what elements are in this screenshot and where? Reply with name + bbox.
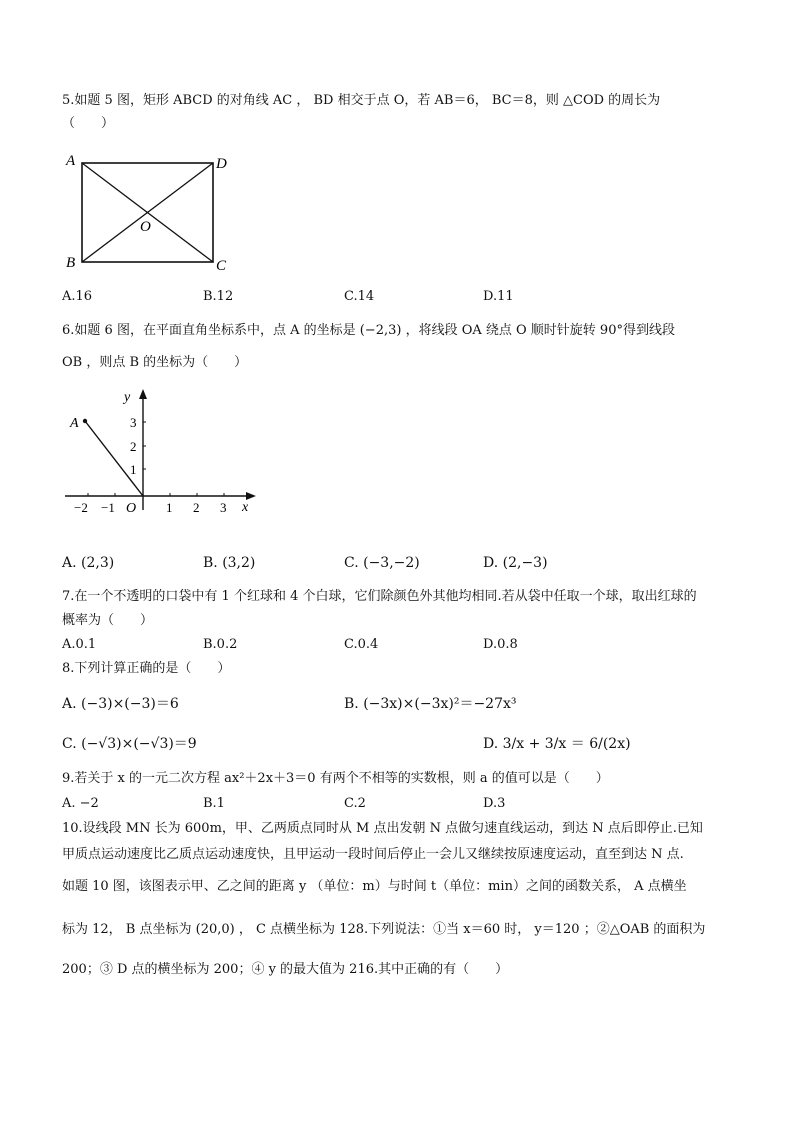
label-o: O [140, 219, 151, 235]
q5-option-b: B.12 [203, 289, 234, 304]
label-c: C [216, 258, 227, 274]
y-tick-3: 3 [130, 415, 137, 430]
label-a: A [66, 153, 76, 169]
q6-option-a: A. (2,3) [62, 555, 115, 571]
q7-option-a: A.0.1 [62, 637, 97, 652]
q9-option-b: B.1 [203, 796, 225, 811]
q7-stem-line1: 7.在一个不透明的口袋中有 1 个红球和 4 个白球，它们除颜色外其他均相同.若从袋中任取一个球，取出红球的 [62, 589, 697, 604]
q9-option-c: C.2 [344, 796, 366, 811]
x-tick-1: 1 [166, 500, 173, 515]
label-b: B [66, 255, 76, 271]
q5-stem: 5.如题 5 图，矩形 ABCD 的对角线 AC ， BD 相交于点 O，若 AB＝6， BC＝8，则 △COD 的周长为 [62, 93, 661, 108]
q8-option-b: B. (−3x)×(−3x)²＝−27x³ [344, 696, 517, 712]
q8-stem: 8.下列计算正确的是（ ） [62, 661, 231, 676]
q6-stem-line1: 6.如题 6 图，在平面直角坐标系中，点 A 的坐标是 (−2,3) ，将线段 OA 绕点 O 顺时针旋转 90°得到线段 [62, 323, 675, 338]
q6-coordinate-figure [60, 385, 260, 520]
q8-option-a: A. (−3)×(−3)＝6 [62, 696, 179, 712]
q5-rectangle-figure [60, 145, 240, 275]
label-y: y [124, 390, 131, 405]
q8-option-c: C. (−√3)×(−√3)＝9 [62, 736, 197, 752]
q9-option-a: A. −2 [62, 796, 99, 811]
q7-stem-line2: 概率为（ ） [62, 613, 154, 628]
q7-option-c: C.0.4 [344, 637, 379, 652]
x-tick-neg2: −2 [74, 500, 88, 515]
y-tick-1: 1 [130, 462, 137, 477]
q10-stem-line1: 10.设线段 MN 长为 600m，甲、乙两质点同时从 M 点出发朝 N 点做匀速直线运动，到达 N 点后即停止.已知 [62, 821, 703, 836]
q10-stem-line4: 标为 12， B 点坐标为 (20,0) ， C 点横坐标为 128.下列说法：①当 x＝60 时， y＝120 ；②△OAB 的面积为 [62, 922, 706, 937]
q7-option-b: B.0.2 [203, 637, 238, 652]
x-tick-3: 3 [220, 500, 227, 515]
q9-stem: 9.若关于 x 的一元二次方程 ax²＋2x＋3＝0 有两个不相等的实数根，则 a 的值可以是（ ） [62, 771, 609, 786]
q5-paren: （ ） [62, 116, 115, 131]
q5-option-a: A.16 [62, 289, 93, 304]
q5-option-d: D.11 [483, 289, 514, 304]
q6-option-c: C. (−3,−2) [344, 555, 420, 571]
label-d: D [216, 156, 227, 172]
q7-option-d: D.0.8 [483, 637, 518, 652]
label-o: O [126, 501, 137, 516]
label-x: x [242, 500, 249, 515]
q6-option-b: B. (3,2) [203, 555, 256, 571]
q8-option-d: D. 3/x + 3/x ＝ 6/(2x) [483, 736, 631, 752]
q6-option-d: D. (2,−3) [483, 555, 548, 571]
q9-option-d: D.3 [483, 796, 506, 811]
q10-stem-line5: 200；③ D 点的横坐标为 200；④ y 的最大值为 216.其中正确的有（ ） [62, 962, 509, 977]
label-a: A [70, 416, 79, 431]
q10-stem-line3: 如题 10 图，该图表示甲、乙之间的距离 y （单位：m）与时间 t（单位：min）之间的函数关系， A 点横坐 [62, 879, 687, 894]
q10-stem-line2: 甲质点运动速度比乙质点运动速度快，且甲运动一段时间后停止一会儿又继续按原速度运动，直至到达 N 点. [62, 847, 684, 862]
x-tick-2: 2 [193, 500, 200, 515]
x-tick-neg1: −1 [101, 500, 115, 515]
y-tick-2: 2 [130, 439, 137, 454]
q5-option-c: C.14 [344, 289, 375, 304]
q6-stem-line2: OB ，则点 B 的坐标为（ ） [62, 355, 248, 370]
